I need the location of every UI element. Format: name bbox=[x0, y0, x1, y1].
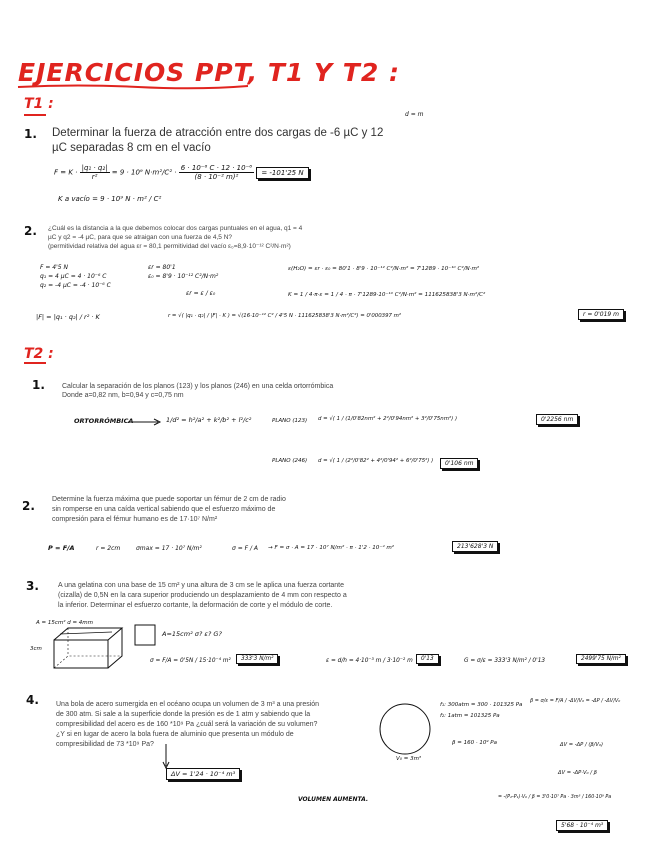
t1-ex2-r-calc: r = √( |q₁ · q₂| / |F| · K ) = √(16·10⁻¹² C² / 4'5 N · 111625838'3 N·m²/C²) = 0'000397 m² bbox=[168, 313, 402, 319]
t1-ex1-frac2-num: 6 · 10⁻⁶ C · 12 · 10⁻⁶ bbox=[180, 164, 253, 172]
t1-ex2-number: 2. bbox=[24, 224, 37, 238]
t2-ex3-unknowns: A=15cm² σ? ε? G? bbox=[162, 630, 222, 638]
t2-ex3-height: 3cm bbox=[30, 646, 42, 652]
t2-ex4-statement bbox=[56, 700, 319, 750]
t1-ex2-given-e0: ε₀ = 8'9 · 10⁻¹² C²/N·m² bbox=[148, 273, 219, 280]
t2-ex4-note: VOLUMEN AUMENTA. bbox=[298, 796, 369, 803]
steel-ball-sketch bbox=[378, 702, 434, 758]
t1-ex2-eps-water: ε(H₂O) = εr · ε₀ = 80'1 · 8'9 · 10⁻¹² C²/N·m² = 7'1289 · 10⁻¹⁰ C²/N·m² bbox=[288, 266, 480, 272]
square-sketch bbox=[134, 624, 158, 648]
t1-ex2-coulomb: |F| = |q₁ · q₂| / r² · K bbox=[36, 313, 100, 321]
t2-ex3-statement-line3: la inferior. Determinar el esfuerzo cortante, la deformación de corte y el módulo de corte. bbox=[58, 602, 333, 609]
t2-ex3-statement bbox=[58, 581, 347, 611]
t1-ex1-statement-line2: µC separadas 8 cm en el vacío bbox=[52, 142, 211, 154]
t2-ex4-statement-line3: compresibilidad del acero es de 160 *10⁹ Pa ¿cuál será la variación de su volumen? bbox=[56, 721, 318, 728]
t1-ex1-lhs: F = K · bbox=[54, 168, 78, 177]
arrow-icon bbox=[128, 419, 162, 425]
t1-ex1-k-vacuum: K a vacío = 9 · 10⁹ N · m² / C² bbox=[58, 195, 162, 203]
pointer-arrow-icon bbox=[162, 744, 170, 770]
t1-ex2-statement-line3: (permitividad relativa del agua εr = 80,1 permitividad del vacío ε₀=8,9·10⁻¹² C²/N·m²) bbox=[48, 243, 291, 250]
t2-ex4-p1: f₁: 300atm = 300 · 101325 Pa bbox=[440, 702, 523, 708]
t2-ex4-result: 5'68 · 10⁻⁴ m³ bbox=[556, 820, 608, 831]
t2-ex2-statement-line3: compresión para el fémur humano es de 17·10⁷ N/m² bbox=[52, 516, 218, 523]
t1-ex2-given-er: εr = 80'1 bbox=[148, 264, 176, 271]
t2-ex1-statement bbox=[62, 382, 333, 400]
section-t1-underline bbox=[24, 114, 46, 116]
t1-ex1-frac1-num: |q₁ · q₂| bbox=[81, 164, 108, 172]
t2-ex2-sigma: σ = F / A bbox=[232, 545, 259, 552]
t1-ex2-given-f: F = 4'5 N bbox=[40, 264, 68, 271]
t2-ex3-eps-result: 0'13 bbox=[416, 654, 439, 664]
t1-ex1-statement-line1: Determinar la fuerza de atracción entre dos cargas de -6 µC y 12 bbox=[52, 127, 384, 139]
t2-ex1-plane1-eq: d = √( 1 / (1/0'82nm² + 2²/0'94nm² + 3²/0'75nm²) ) bbox=[318, 416, 458, 422]
t2-ex3-sigma-result: 333'3 N/m² bbox=[236, 654, 278, 664]
section-t2-label: T2 : bbox=[24, 346, 54, 362]
t2-ex3-number: 3. bbox=[26, 579, 39, 593]
t2-ex4-p2: f₂: 1atm = 101325 Pa bbox=[440, 713, 500, 719]
t2-ex1-number: 1. bbox=[32, 378, 45, 392]
t1-ex2-result: r = 0'019 m bbox=[578, 309, 624, 320]
t1-ex2-statement bbox=[48, 224, 302, 251]
t2-ex4-statement-line1: Una bola de acero sumergida en el océano ocupa un volumen de 3 m³ a una presión bbox=[56, 701, 320, 708]
t2-ex3-g-eq: G = σ/ε = 333'3 N/m² / 0'13 bbox=[464, 658, 546, 664]
t1-ex1-number: 1. bbox=[24, 127, 37, 141]
t2-ex3-statement-line2: (cizalla) de 0,5N en la cara superior produciendo un desplazamiento de 4 mm con respecto a bbox=[58, 592, 347, 599]
t2-ex4-delta-v: ΔV = 1'24 · 10⁻⁴ m³ bbox=[166, 768, 240, 780]
t2-ex3-statement-line1: A una gelatina con una base de 15 cm² y una altura de 3 cm se le aplica una fuerza cortante bbox=[58, 582, 345, 589]
t2-ex1-plane1-label: PLANO (123) bbox=[272, 418, 308, 424]
t2-ex4-statement-line5: compresibilidad de 73 *10⁹ Pa? bbox=[56, 741, 154, 748]
title-underline bbox=[18, 84, 248, 90]
t1-ex1-frac1 bbox=[80, 164, 110, 181]
t1-ex2-k-water: K = 1 / 4·π·ε = 1 / 4 · π · 7'1289·10⁻¹⁰ C²/N·m² = 111625838'3 N·m²/C² bbox=[288, 292, 486, 298]
t2-ex2-statement-line1: Determine la fuerza máxima que puede soportar un fémur de 2 cm de radio bbox=[52, 496, 286, 503]
t2-ex2-number: 2. bbox=[22, 499, 35, 513]
t1-ex2-given bbox=[40, 263, 111, 290]
t1-ex1-mid: = 9 · 10⁹ N·m²/C² · bbox=[111, 168, 177, 177]
t2-ex4-v0: V₀ = 3m³ bbox=[396, 756, 422, 762]
t2-ex2-force-calc: → F = σ · A = 17 · 10⁷ N/m² · π · 1'2 · 10⁻⁴ m² bbox=[268, 545, 395, 551]
t2-ex3-disp: d = 4mm bbox=[67, 620, 94, 626]
t2-ex3-sigma-eq: σ = F/A = 0'5N / 15·10⁻⁴ m² bbox=[150, 658, 231, 664]
t2-ex3-eps-eq: ε = d/h = 4·10⁻³ m / 3·10⁻² m bbox=[326, 658, 413, 664]
t2-ex1-formula: 1/d² = h²/a² + k²/b² + l²/c² bbox=[166, 416, 252, 424]
t2-ex2-sigma-max: σmax = 17 · 10⁷ N/m² bbox=[136, 545, 202, 552]
t2-ex2-radius: r = 2cm bbox=[96, 545, 121, 552]
t1-ex1-work bbox=[54, 164, 309, 181]
t1-ex1-frac2 bbox=[179, 164, 254, 181]
t2-ex3-g-result: 2499'75 N/m² bbox=[576, 654, 626, 664]
t1-ex2-er-formula: εr = ε / ε₀ bbox=[186, 290, 216, 297]
t2-ex2-statement-line2: sin romperse en una caída vertical sabiendo que el esfuerzo máximo de bbox=[52, 506, 276, 513]
t2-ex1-orthorhombic: ORTORRÓMBICA bbox=[74, 417, 134, 425]
t1-ex1-frac2-den: (8 · 10⁻² m)² bbox=[194, 173, 239, 181]
t2-ex4-eq1: β = σ/ε = F/A / -ΔV/V₀ = -ΔP / -ΔV/V₀ bbox=[530, 698, 621, 704]
t2-ex4-eq2: ΔV = -ΔP / (β/V₀) bbox=[560, 742, 604, 748]
section-t1-label: T1 : bbox=[24, 96, 54, 112]
t2-ex1-plane2-label: PLANO (246) bbox=[272, 458, 308, 464]
t2-ex2-result: 213'628'3 N bbox=[452, 541, 498, 552]
t1-ex2-statement-line2: µC y q2 = -4 µC, para que se atraigan con una fuerza de 4,5 N? bbox=[48, 234, 233, 241]
t2-ex2-pressure: P = F/A bbox=[48, 544, 75, 552]
page-title: EJERCICIOS PPT, T1 Y T2 : bbox=[18, 58, 400, 87]
t2-ex2-statement bbox=[52, 495, 286, 525]
t2-ex4-statement-line4: ¿Y si en lugar de acero la bola fuera de aluminio que presenta un módulo de bbox=[56, 731, 294, 738]
t1-ex1-frac1-den: r² bbox=[91, 173, 98, 181]
t1-ex1-statement bbox=[52, 126, 383, 156]
t2-ex3-area: A = 15cm² bbox=[36, 620, 66, 626]
t2-ex1-plane2-result: 0'106 nm bbox=[440, 458, 478, 469]
t2-ex4-beta: β = 160 · 10⁹ Pa bbox=[452, 740, 497, 746]
t2-ex4-given bbox=[440, 700, 522, 722]
t1-ex2-given-q2: q₂ = -4 µC = -4 · 10⁻⁶ C bbox=[40, 282, 111, 289]
margin-note: d = m bbox=[405, 111, 424, 118]
t1-ex2-statement-line1: ¿Cuál es la distancia a la que debemos colocar dos cargas puntuales en el agua, q1 = 4 bbox=[48, 225, 303, 232]
section-t2-underline bbox=[24, 362, 46, 364]
t2-ex4-eq4: = -(P₂-P₁)·V₀ / β = 3'0·10⁷ Pa · 3m³ / 160·10⁹ Pa bbox=[498, 795, 612, 800]
t2-ex1-statement-line2: Donde a=0,82 nm, b=0,94 y c=0,75 nm bbox=[62, 392, 184, 399]
t1-ex1-result: = -101'25 N bbox=[256, 167, 308, 179]
t2-ex1-plane2-eq: d = √( 1 / (2²/0'82² + 4²/0'94² + 6²/0'75²) ) bbox=[318, 458, 434, 464]
t1-ex2-given-eps bbox=[148, 263, 218, 281]
t2-ex1-plane1-result: 0'2256 nm bbox=[536, 414, 578, 425]
t2-ex3-area-label bbox=[36, 620, 93, 626]
t1-ex2-given-q1: q₁ = 4 µC = 4 · 10⁻⁶ C bbox=[40, 273, 107, 280]
gelatin-cube-sketch bbox=[52, 626, 126, 670]
t2-ex4-statement-line2: de 300 atm. Si sale a la superficie donde la presión es de 1 atm y sabiendo que la bbox=[56, 711, 311, 718]
t2-ex1-statement-line1: Calcular la separación de los planos (123) y los planos (246) en una celda ortorrómbica bbox=[62, 383, 334, 390]
t2-ex4-number: 4. bbox=[26, 693, 39, 707]
t2-ex4-eq3: ΔV = -ΔP·V₀ / β bbox=[558, 770, 597, 776]
